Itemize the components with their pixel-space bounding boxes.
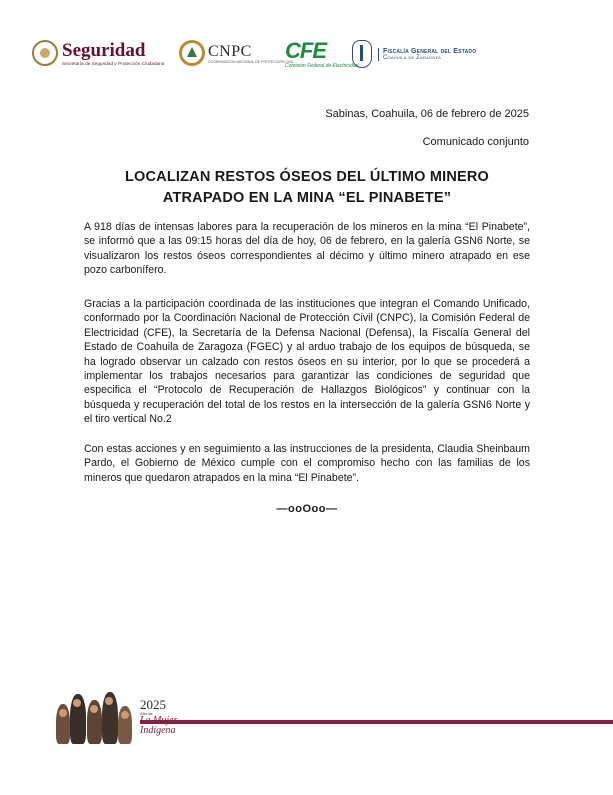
footer-line-2: Indígena [140,725,176,736]
logo-cnpc-subtitle: COORDINACIÓN NACIONAL DE PROTECCIÓN CIVIL [208,59,295,64]
logo-cfe-title: CFE [285,38,326,63]
title-line-2: ATRAPADO EN LA MINA “EL PINABETE” [162,190,452,206]
year-logo [140,698,190,736]
indigenous-women-illustration [54,690,134,744]
logo-cnpc-title: CNPC [208,42,252,60]
title-line-1: LOCALIZAN RESTOS ÓSEOS DEL ÚLTIMO MINERO [124,169,490,185]
logo-cfe [285,40,358,69]
cnpc-emblem-icon [179,40,205,66]
document-title [84,167,530,209]
logo-cnpc [179,40,294,66]
date-line: Sabinas, Coahuila, 06 de febrero de 2025 [325,108,529,120]
document-kind: Comunicado conjunto [422,136,529,148]
paragraph-2: Gracias a la participación coordinada de las instituciones que integran el Comando Unificado, conformado por la Coordinación Nacional de Protección Civil (CNPC), la Comisión Federal de Electricidad (CFE), la Secretaría de la Defensa Nacional (Defensa), la Fiscalía General del Estado de Coahuila de Zaragoza (FGEC) y al arduo trabajo de los equipos de búsqueda, se ha logrado observar un calzado con restos óseos en su interior, por lo que se procederá a implementar los trabajos necesarios para garantizar las condiciones de seguridad que especifica el “Protocolo de Recuperación de Hallazgos Biológicos” y continuar con la búsqueda y recuperación del total de los restos en la intersección de la galería GSN6 Norte y el tiro vertical No.2 [84,298,530,426]
header-logos [32,40,592,80]
footer [54,690,574,750]
seal-icon [32,40,58,66]
logo-fge [352,40,476,68]
logo-seguridad [32,40,164,66]
closing-mark: —ooOoo— [276,503,338,515]
logo-seguridad-title: Seguridad [62,39,146,61]
footer-divider-bar [140,720,613,724]
logo-fge-line1: Fiscalía General del Estado [383,47,477,55]
logo-seguridad-subtitle: Secretaría de Seguridad y Protección Ciudadana [62,60,165,66]
footer-year: 2025 [140,697,166,712]
logo-fge-line2: Coahuila de Zaragoza [383,54,442,61]
logo-cfe-subtitle: Comisión Federal de Electricidad [285,63,359,69]
paragraph-3: Con estas acciones y en seguimiento a las instrucciones de la presidenta, Claudia Sheinbaum Pardo, el Gobierno de México cumple con el compromiso hecho con las familias de los mineros que quedaron atrapados en la mina “El Pinabete”. [84,443,530,484]
footer-year-sub: Año de [140,711,153,716]
justice-emblem-icon [352,40,372,68]
paragraph-1: A 918 días de intensas labores para la recuperación de los mineros en la mina “El Pinabete”, se informó que a las 09:15 horas del día de hoy, 06 de febrero, en la galería GSN6 Norte, se visualizaron los restos óseos correspondientes al décimo y último minero atrapado en ese pozo carbonífero. [84,221,530,277]
